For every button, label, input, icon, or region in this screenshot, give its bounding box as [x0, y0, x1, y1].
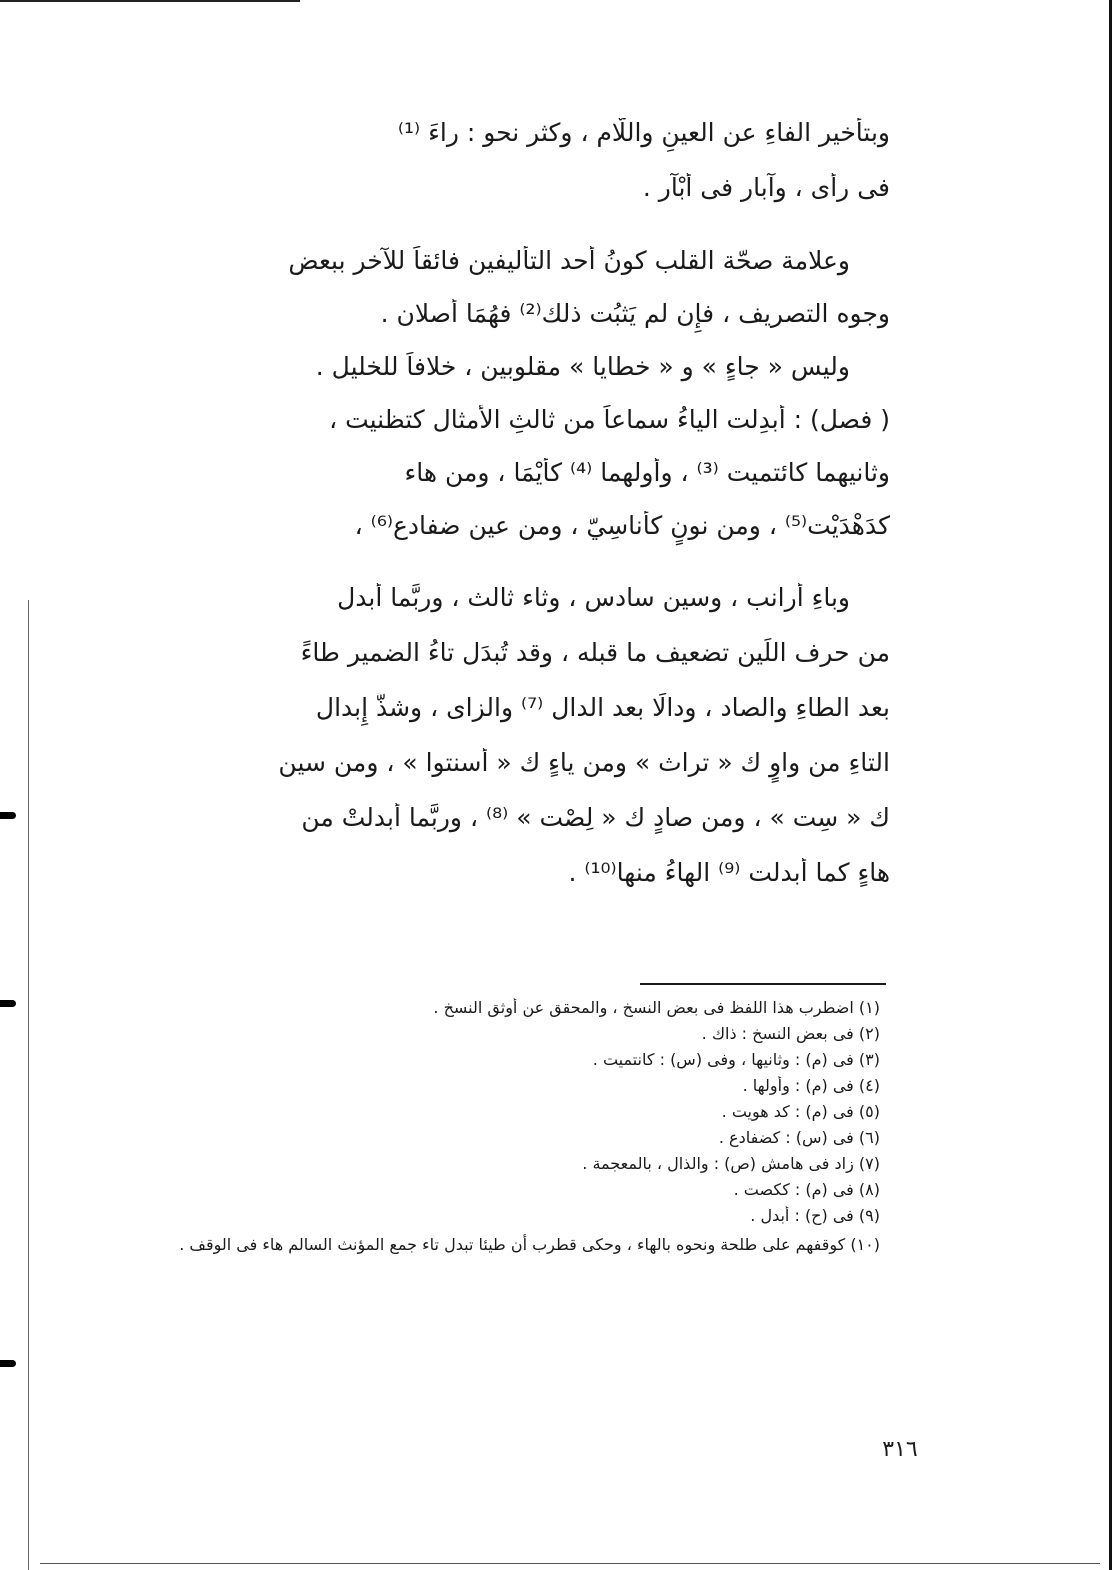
text-line: بعد الطاءِ والصاد ، ودالًا بعد الدال ⁽⁷⁾ والزاى ، وشذَّ إِبدال	[315, 693, 890, 722]
text-line: وبتأخير الفاءِ عن العينِ واللَّام ، وكثر نحو : راءَ ⁽¹⁾	[397, 118, 890, 147]
text-line: وليس « جاءٍ » و « خطايا » مقلوبين ، خلافاً للخليل .	[315, 352, 850, 381]
scan-edge-bottom	[40, 1563, 1100, 1564]
text-line: وعلامة صحّة القلب كونُ أَحد التأْليفين فائقاً للآخر ببعض	[288, 246, 850, 275]
text-line: وثانيهما كائتميت ⁽³⁾ ، وأَولهما ⁽⁴⁾ كأَيْمَا ، ومن هاء	[404, 458, 890, 487]
text-line: من حرف اللِّين تضعيف ما قبله ، وقد تُبدَل تاءُ الضمير طاءً	[300, 638, 890, 667]
footnote: (١) اضطرب هذا اللفظ فى بعض النسخ ، والمحقق عن أوثق النسخ .	[433, 998, 880, 1017]
footnote: (٤) فى (م) : وأولها .	[742, 1076, 880, 1095]
text-line: ك « سِت » ، ومن صادٍ ك « لِصْت » ⁽⁸⁾ ، وربَّما أَبدلتْ من	[301, 803, 890, 832]
footnote: (٧) زاد فى هامش (ص) : والذال ، بالمعجمة .	[582, 1154, 880, 1173]
main-text	[150, 118, 890, 913]
footnotes	[175, 998, 880, 1258]
footnote: (٨) فى (م) : ككصت .	[733, 1180, 880, 1199]
footnote: (٥) فى (م) : كد هويت .	[721, 1102, 880, 1121]
footnote: (٩) فى (ح) : أبدل .	[750, 1206, 880, 1225]
binding-mark	[0, 1000, 16, 1007]
text-line: وجوه التصريف ، فإِن لم يَثبُت ذلك⁽²⁾ فهُمَا أَصلان .	[380, 299, 890, 328]
text-line: كدَهْدَيْت⁽⁵⁾ ، ومن نونٍ كأَناسِيّ ، ومن عين ضفادع⁽⁶⁾ ،	[354, 511, 890, 540]
text-line: وباءِ أَرانب ، وسين سادس ، وثاء ثالث ، وربَّما أُبدل	[337, 583, 850, 612]
footnote: (٣) فى (م) : وثانيها ، وفى (س) : كانتميت .	[592, 1050, 880, 1069]
footnote-separator	[640, 983, 886, 985]
footnote: (١٠) كوقفهم على طلحة ونحوه بالهاء ، وحكى قطرب أن طيئا تبدل تاء جمع المؤنث السالم هاء فى الوقف .	[179, 1235, 880, 1254]
text-line: هاءٍ كما أَبدلت ⁽⁹⁾ الهاءُ منها⁽¹⁰⁾ .	[568, 858, 890, 887]
footnote: (٢) فى بعض النسخ : ذاك .	[701, 1024, 880, 1043]
text-line: ( فصل) : أُبدِلت الياءُ سماعاً من ثالثِ الأَمثال كتظنيت ،	[329, 405, 890, 434]
page-number: ٣١٦	[882, 1437, 918, 1462]
binding-mark	[0, 1360, 16, 1367]
text-line: فى رأَى ، وآبار فى أَبْآر .	[642, 173, 890, 202]
scan-edge-top	[0, 0, 300, 2]
scan-edge-left	[28, 600, 29, 1570]
scan-edge-right	[1109, 0, 1112, 1570]
binding-mark	[0, 812, 16, 819]
text-line: التاءِ من واوٍ ك « تراث » ومن ياءٍ ك « أَسنتوا » ، ومن سين	[278, 748, 890, 777]
footnote: (٦) فى (س) : كضفادع .	[718, 1128, 880, 1147]
